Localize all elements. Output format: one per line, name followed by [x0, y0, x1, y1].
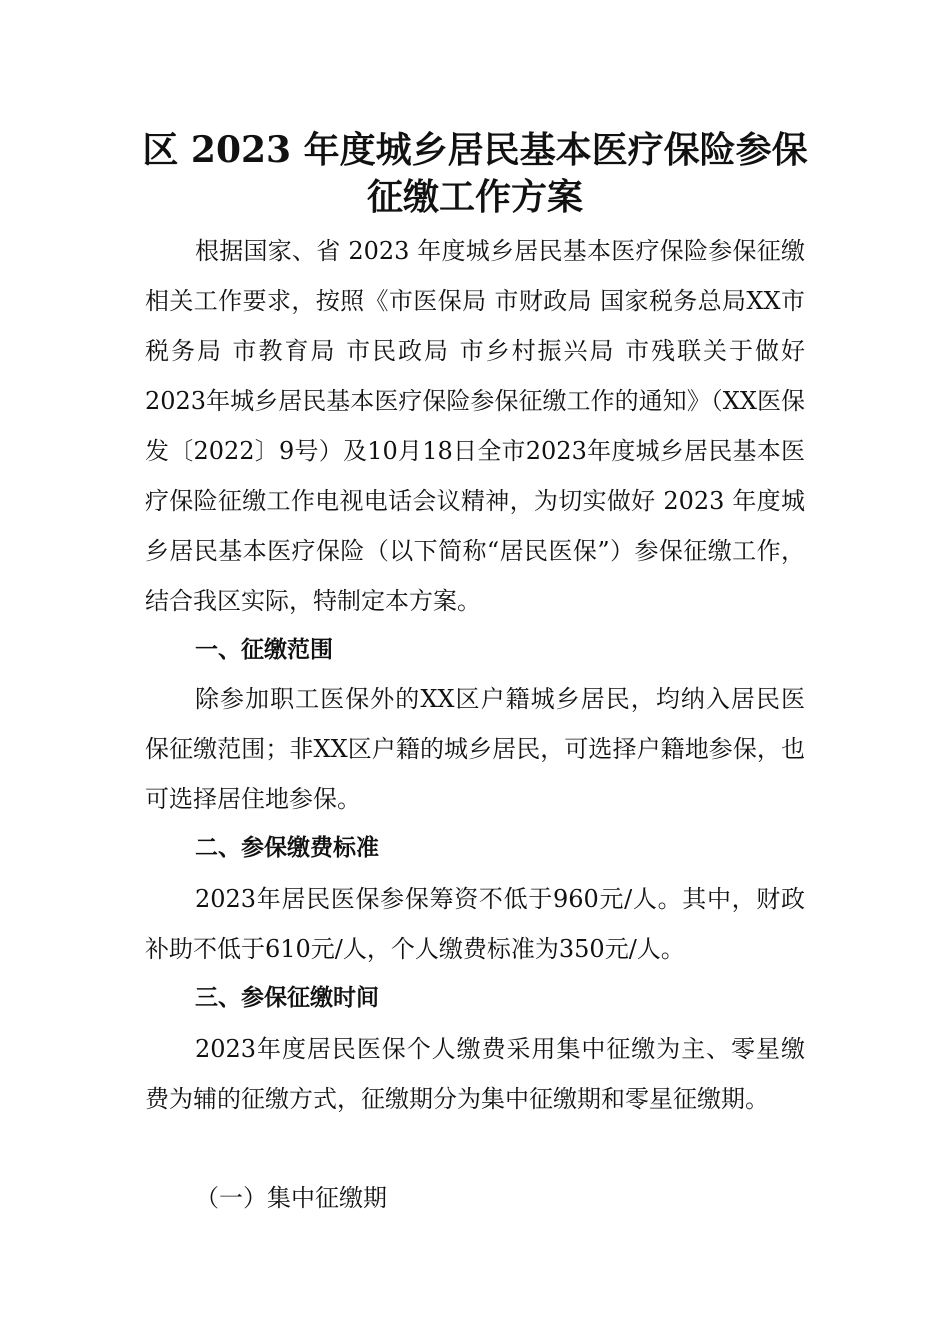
section3-paragraph: 2023年度居民医保个人缴费采用集中征缴为主、零星缴费为辅的征缴方式，征缴期分为集中征缴期和零星征缴期。 [145, 1035, 805, 1113]
intro-paragraph: 根据国家、省 2023 年度城乡居民基本医疗保险参保征缴相关工作要求，按照《市医保局 市财政局 国家税务总局XX市税务局 市教育局 市民政局 市乡村振兴局 市残联关于做好2023年城乡居民基本医疗保险参保征缴工作的通知》（XX医保发〔2022〕9号）及10月18日全市2023年度城乡居民基本医疗保险征缴工作电视电话会议精神，为切实做好 2023 年度城乡居民基本医疗保险（以下简称“居民医保”）参保征缴工作，结合我区实际，特制定本方案。 [145, 237, 805, 615]
section2-paragraph: 2023年居民医保参保筹资不低于960元/人。其中，财政补助不低于610元/人，个人缴费标准为350元/人。 [145, 885, 805, 963]
section2-heading: 二、参保缴费标准 [195, 835, 379, 861]
document-title-line1: 区 2023 年度城乡居民基本医疗保险参保 [142, 129, 808, 171]
document-title-line2: 征缴工作方案 [366, 176, 583, 218]
section1-heading: 一、征缴范围 [195, 637, 333, 663]
section1-paragraph: 除参加职工医保外的XX区户籍城乡居民，均纳入居民医保征缴范围；非XX区户籍的城乡居民，可选择户籍地参保，也可选择居住地参保。 [145, 685, 805, 813]
section3-subheading-1: （一）集中征缴期 [195, 1184, 387, 1212]
section3-heading: 三、参保征缴时间 [195, 985, 379, 1011]
